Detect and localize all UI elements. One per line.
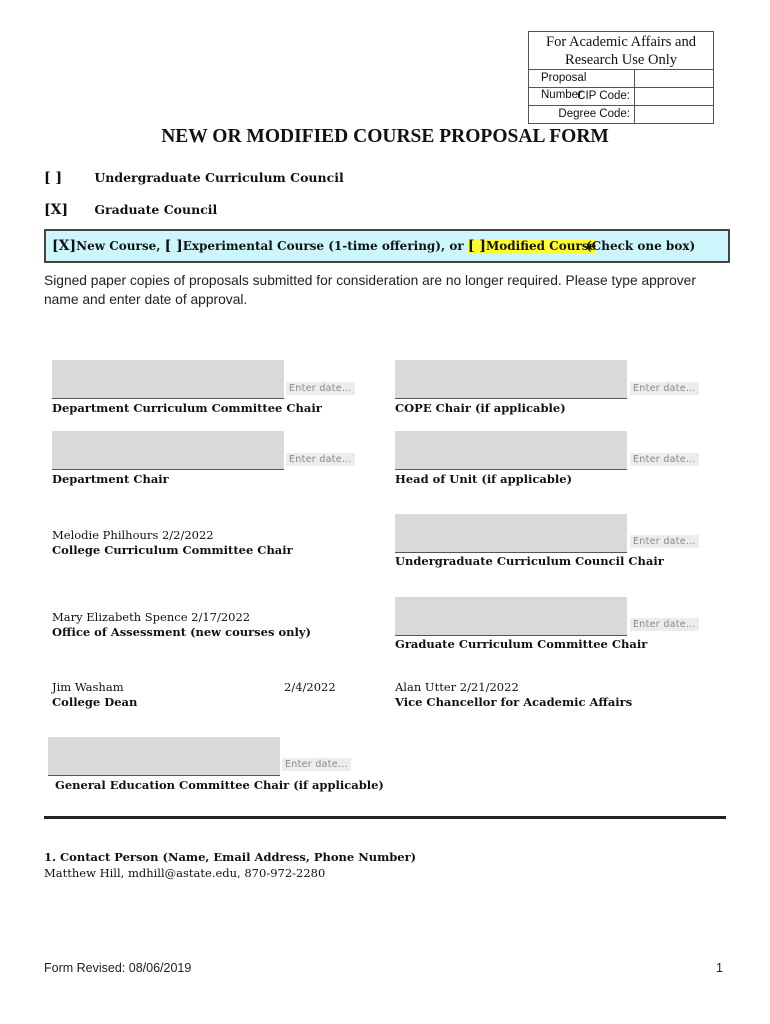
college-ccc-signed-name[interactable]: Melodie Philhours 2/2/2022 [52,528,214,542]
degree-code-field[interactable] [635,106,713,123]
head-of-unit-label: Head of Unit (if applicable) [395,472,573,486]
gen-ed-chair-signature[interactable] [48,737,280,776]
assessment-signed-name[interactable]: Mary Elizabeth Spence 2/17/2022 [52,610,251,624]
experimental-course-checkbox[interactable]: [ ] [164,238,183,254]
dean-signed-name[interactable]: Jim Washam [52,680,124,694]
head-of-unit-signature[interactable] [395,431,627,470]
contact-heading: 1. Contact Person (Name, Email Address, Phone Number) [44,850,417,864]
degree-code-row [529,105,713,123]
modified-course-checkbox[interactable]: [ ] [467,238,486,254]
cip-code-row [529,87,713,105]
ucc-chair-label: Undergraduate Curriculum Council Chair [395,554,664,568]
gen-ed-chair-label: General Education Committee Chair (if applicable) [55,778,384,792]
dept-chair-signature[interactable] [52,431,284,470]
approval-notice: Signed paper copies of proposals submitted for consideration are no longer required. Please type approver name and enter date of approval. [44,273,696,307]
assessment-label: Office of Assessment (new courses only) [52,625,311,639]
council-graduate [44,202,217,218]
proposal-number-label: Proposal Number [529,70,635,87]
cope-chair-signature[interactable] [395,360,627,399]
council-undergraduate [44,170,344,186]
gcc-chair-label: Graduate Curriculum Committee Chair [395,637,648,651]
ucc-chair-signature[interactable] [395,514,627,553]
course-type-box [44,229,730,263]
gcc-chair-signature[interactable] [395,597,627,636]
page-title: NEW OR MODIFIED COURSE PROPOSAL FORM [161,126,609,147]
experimental-course-label: Experimental Course (1-time offering), [182,239,446,253]
or-text: or [449,239,464,253]
degree-code-label: Degree Code: [529,106,635,123]
cip-code-field[interactable] [635,88,713,105]
undergraduate-checkbox[interactable]: [ ] [44,170,63,186]
new-course-checkbox[interactable]: [X] [52,238,77,254]
vc-label: Vice Chancellor for Academic Affairs [395,695,633,709]
dept-chair-date[interactable]: Enter date... [286,453,355,466]
contact-value[interactable]: Matthew Hill, mdhill@astate.edu, 870-972-2280 [44,866,326,880]
college-ccc-chair-label: College Curriculum Committee Chair [52,543,293,557]
form-revised: Form Revised: 08/06/2019 [44,961,192,975]
ucc-chair-date[interactable]: Enter date... [630,535,699,548]
office-use-box [528,31,714,124]
head-of-unit-date[interactable]: Enter date... [630,453,699,466]
section-divider [44,816,726,819]
college-dean-label: College Dean [52,695,138,709]
dept-ccc-chair-label: Department Curriculum Committee Chair [52,401,322,415]
modified-course-label: Modified Course [486,239,597,253]
cip-code-label: CIP Code: [529,88,635,105]
vc-signed-name[interactable]: Alan Utter 2/21/2022 [395,680,519,694]
proposal-number-field[interactable] [635,70,713,87]
dept-chair-label: Department Chair [52,472,169,486]
gcc-chair-date[interactable]: Enter date... [630,618,699,631]
cope-chair-label: COPE Chair (if applicable) [395,401,566,415]
graduate-checkbox[interactable]: [X] [44,202,69,218]
dept-ccc-chair-date[interactable]: Enter date... [286,382,355,395]
dept-ccc-chair-signature[interactable] [52,360,284,399]
gen-ed-chair-date[interactable]: Enter date... [282,758,351,771]
office-use-heading: For Academic Affairs and Research Use Only [546,34,696,68]
graduate-council-label: Graduate Council [94,202,218,217]
check-one-instruction: (Check one box) [586,239,696,253]
undergraduate-council-label: Undergraduate Curriculum Council [94,170,344,185]
page-number: 1 [716,961,723,975]
dean-signed-date[interactable]: 2/4/2022 [284,680,336,694]
cope-chair-date[interactable]: Enter date... [630,382,699,395]
new-course-label: New Course, [76,239,161,253]
